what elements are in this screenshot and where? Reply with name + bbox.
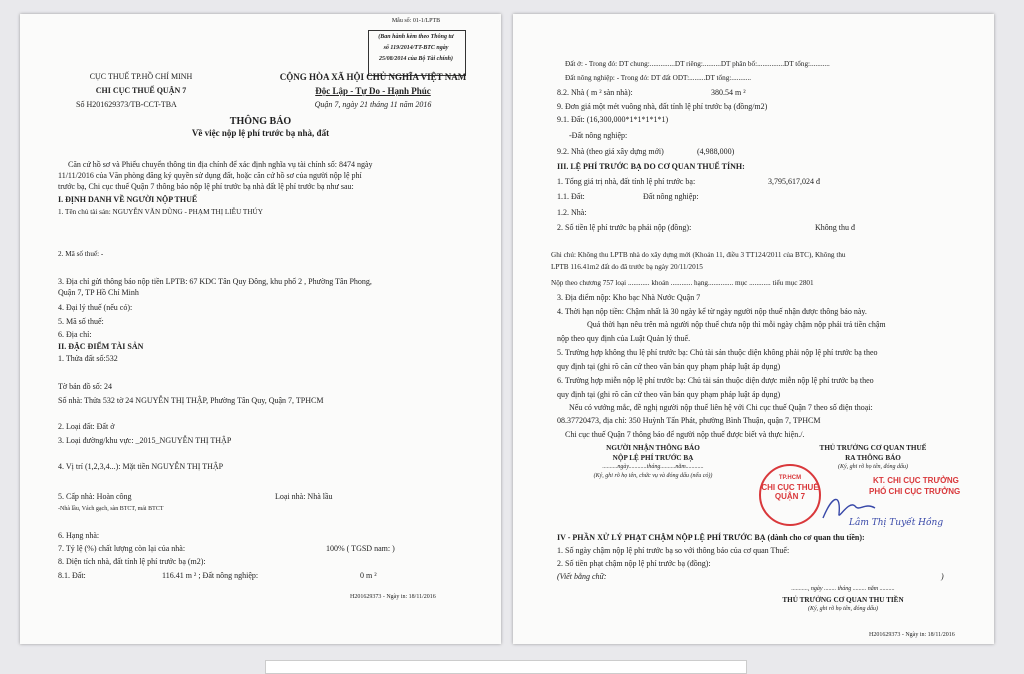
stamp-title: PHÓ CHI CỤC TRƯỞNG [869, 487, 961, 496]
house-area-value: 380.54 m ² [711, 88, 746, 97]
free-case: quy định tại (ghi rõ căn cứ theo văn bản quy phạm pháp luật áp dụng) [557, 390, 781, 399]
section-heading: II. ĐẶC ĐIỂM TÀI SẢN [58, 342, 144, 351]
document-number: Số H201629373/TB-CCT-TBA [76, 100, 177, 109]
document-page-1 [20, 14, 501, 644]
document-subtitle: Về việc nộp lệ phí trước bạ nhà, đất [191, 128, 330, 138]
house-class: 6. Hạng nhà: [58, 531, 100, 540]
agri-area-value: 0 m ² [360, 571, 377, 580]
house-grade: 5. Cấp nhà: Hoàn công [58, 492, 132, 501]
section-heading: IV - PHẦN XỬ LÝ PHẠT CHẬM NỘP LỆ PHÍ TRƯỚC BẠ (dành cho cơ quan thu tiền): [557, 533, 865, 542]
late-payment-text: Quá thời hạn nêu trên mà người nộp thuế chưa nộp thì mỗi ngày chậm nộp phải trả tiền chậm [587, 320, 886, 329]
owner-name: 1. Tên chủ tài sản: NGUYỄN VĂN DŨNG - PHẠM THỊ LIỄU THÚY [58, 208, 263, 216]
late-payment-text: nộp theo quy định của Luật Quản lý thuế. [557, 334, 691, 343]
section-heading: III. LỆ PHÍ TRƯỚC BẠ DO CƠ QUAN THUẾ TÍNH: [557, 162, 745, 171]
document-page-2 [513, 14, 994, 644]
house-subtotal: 1.2. Nhà: [557, 208, 587, 217]
late-fine: 2. Số tiền phạt chậm nộp lệ phí trước bạ (đồng): [557, 559, 711, 568]
receiver-title: NGƯỜI NHẬN THÔNG BÁO [606, 444, 700, 452]
official-seal [759, 464, 821, 526]
section-heading: I. ĐỊNH DANH VỀ NGƯỜI NỘP THUẾ [58, 195, 198, 204]
land-subtotal: 1.1. Đất: [557, 192, 585, 201]
payment-place: 3. Địa điểm nộp: Kho bạc Nhà Nước Quận 7 [557, 293, 701, 302]
free-case: 6. Trường hợp miễn nộp lệ phí trước bạ: Chủ tài sản thuộc diện được miễn nộp lệ phí trước bạ theo [557, 376, 874, 385]
note-text: Ghi chú: Không thu LPTB nhà do xây dựng mới (Khoản 11, điều 3 TT124/2011 của BTC), Không thu [551, 251, 846, 259]
quality-ratio-value: 100% ( TGSD nam: ) [326, 544, 395, 553]
late-days: 1. Số ngày chậm nộp lệ phí trước bạ so với thông báo của cơ quan Thuế: [557, 546, 790, 555]
agricultural-land-area: Đất nông nghiệp: - Trong đó: DT đất ODT:.........DT tổng:........... [565, 74, 752, 82]
form-number: Mẫu số: 01-1/LPTB [391, 18, 441, 24]
total-value-label: 1. Tổng giá trị nhà, đất tính lệ phí trước bạ: [557, 177, 696, 186]
bottom-toolbar [265, 660, 747, 674]
map-sheet: Tờ bản đồ số: 24 [58, 382, 113, 391]
contact-text: Nếu có vướng mắc, đề nghị người nộp thuế liên hệ với Chi cục thuế Quận 7 theo số điện thoại: [569, 403, 873, 412]
exempt-case: 5. Trường hợp không thu lệ phí trước bạ: Chủ tài sản thuộc diện không phải nộp lệ phí trước bạ theo [557, 348, 878, 357]
notice-address: 3. Địa chỉ gửi thông báo nộp tiền LPTB: 67 KDC Tân Quy Đông, khu phố 2 , Phường Tân Phong, [58, 277, 372, 286]
form-note: 25/08/2014 của Bộ Tài chính) [378, 56, 453, 62]
inform-text: Chi cục thuế Quận 7 thông báo để người nộp thuế được biết và thực hiện./. [565, 430, 805, 439]
head-sign-note: (Ký, ghi rõ họ tên, đóng dấu) [838, 464, 908, 470]
close-paren: ) [941, 572, 944, 581]
sub-agency-name: CHI CỤC THUẾ QUẬN 7 [95, 86, 187, 95]
receiver-date: ..........ngày............tháng..........năm............ [602, 464, 704, 470]
house-number: Số nhà: Thửa 532 tờ 24 NGUYỄN THỊ THẬP, Phường Tân Quy, Quận 7, TPHCM [58, 396, 324, 405]
seal-text: CHI CỤC THUẾ QUẬN 7 [761, 483, 819, 501]
tax-agent: 4. Đại lý thuế (nếu có): [58, 303, 133, 312]
print-footer: H201629373 - Ngày in: 18/11/2016 [350, 594, 436, 600]
amount-in-words: (Viết bằng chữ: [557, 572, 607, 581]
agri-subtotal: Đất nông nghiệp: [643, 192, 699, 201]
note-text: LPTB 116.41m2 đất do đã trước bạ ngày 20/11/2015 [551, 263, 703, 271]
fee-due-value: Không thu đ [815, 223, 855, 232]
national-motto: Độc Lập - Tự Do - Hạnh Phúc [315, 86, 431, 96]
residential-land-area: Đất ở: - Trong đó: DT chung:..............DT riêng:..........DT phân bổ:...............DT tổng:........... [565, 60, 830, 68]
agent-address: 6. Địa chỉ: [58, 330, 92, 339]
head-title: RA THÔNG BÁO [845, 454, 901, 462]
document-title: THÔNG BÁO [229, 116, 292, 127]
road-type: 3. Loại đường/khu vực: _2015_NGUYỄN THỊ THẬP [58, 436, 232, 445]
intro-text: 11/11/2016 của Văn phòng đăng ký quyền sử dụng đất, hoặc căn cứ hồ sơ của người nộp lệ phí [58, 171, 362, 180]
notice-address: Quận 7, TP Hồ Chí Minh [58, 288, 139, 297]
budget-chapter: Nộp theo chương 757 loại ............ khoản ............ hạng.............. mục ............ tiểu mục 2801 [551, 279, 814, 287]
signer-name: Lâm Thị Tuyết Hồng [849, 518, 944, 528]
land-area-value: 116.41 m ² ; Đất nông nghiệp: [162, 571, 259, 580]
land-price: 9.1. Đất: (16,300,000*1*1*1*1*1) [557, 115, 669, 124]
agri-price: -Đất nông nghiệp: [569, 131, 628, 140]
plot-number: 1. Thửa đất số:532 [58, 354, 118, 363]
country-name: CỘNG HÒA XÃ HỘI CHỦ NGHĨA VIỆT NAM [279, 72, 467, 82]
quality-ratio: 7. Tỷ lệ (%) chất lượng còn lại của nhà: [58, 544, 186, 553]
house-area-label: 8.2. Nhà ( m ² sàn nhà): [557, 88, 633, 97]
form-note: (Ban hành kèm theo Thông tư [378, 34, 454, 40]
fee-due-label: 2. Số tiền lệ phí trước bạ phải nộp (đồng): [557, 223, 692, 232]
contact-text: 08.37720473, địa chỉ: 350 Huỳnh Tấn Phát, phường Bình Thuận, quận 7, TPHCM [557, 416, 821, 425]
stamp-title: KT. CHI CỤC TRƯỞNG [873, 476, 959, 485]
area-heading: 8. Diện tích nhà, đất tính lệ phí trước bạ (m2): [58, 557, 206, 566]
house-price-label: 9.2. Nhà (theo giá xây dựng mới) [557, 147, 664, 156]
intro-text: Căn cứ hồ sơ và Phiếu chuyển thông tin địa chính để xác định nghĩa vụ tài chính số: 8474 ngày [68, 160, 373, 169]
intro-text: trước bạ, Chi cục thuế Quận 7 thông báo nộp lệ phí trước bạ nhà đất lệ phí trước bạ như sau: [58, 182, 354, 191]
head-title: THỦ TRƯỞNG CƠ QUAN THUẾ [819, 444, 927, 452]
print-footer: H201629373 - Ngày in: 18/11/2016 [869, 632, 955, 638]
agency-name: CỤC THUẾ TP.HỒ CHÍ MINH [89, 72, 193, 81]
collector-title: THỦ TRƯỞNG CƠ QUAN THU TIỀN [782, 596, 904, 604]
collector-sign-note: (Ký, ghi rõ họ tên, đóng dấu) [808, 606, 878, 612]
exempt-case: quy định tại (ghi rõ căn cứ theo văn bản quy phạm pháp luật áp dụng) [557, 362, 781, 371]
house-type: Loại nhà: Nhà lầu [275, 492, 333, 501]
land-area-label: 8.1. Đất: [58, 571, 86, 580]
receiver-title: NỘP LỆ PHÍ TRƯỚC BẠ [612, 454, 694, 462]
land-position: 4. Vị trí (1,2,3,4...): Mặt tiền NGUYỄN THỊ THẬP [58, 462, 224, 471]
total-value-amount: 3,795,617,024 đ [768, 177, 820, 186]
receiver-sign-note: (Ký, ghi rõ họ tên, chức vụ và đóng dấu (nếu có)) [593, 473, 713, 479]
issue-date: Quận 7, ngày 21 tháng 11 năm 2016 [314, 100, 432, 109]
collector-date: ..........., ngày ........ tháng ......... năm .......... [791, 586, 895, 592]
land-type: 2. Loại đất: Đất ở [58, 422, 115, 431]
agent-tax-code: 5. Mã số thuế: [58, 317, 104, 326]
seal-ring-text: TP.HCM [778, 475, 802, 481]
house-price-value: (4,988,000) [697, 147, 735, 156]
form-note: số 119/2014/TT-BTC ngày [383, 45, 449, 51]
house-structure: -Nhà lầu, Vách gạch, sàn BTCT, mái BTCT [58, 506, 164, 512]
payment-deadline: 4. Thời hạn nộp tiền: Chậm nhất là 30 ngày kể từ ngày người nộp thuế nhận được thông báo này. [557, 307, 867, 316]
unit-price-heading: 9. Đơn giá một mét vuông nhà, đất tính lệ phí trước bạ (đồng/m2) [557, 102, 768, 111]
tax-code: 2. Mã số thuế: - [58, 250, 104, 258]
